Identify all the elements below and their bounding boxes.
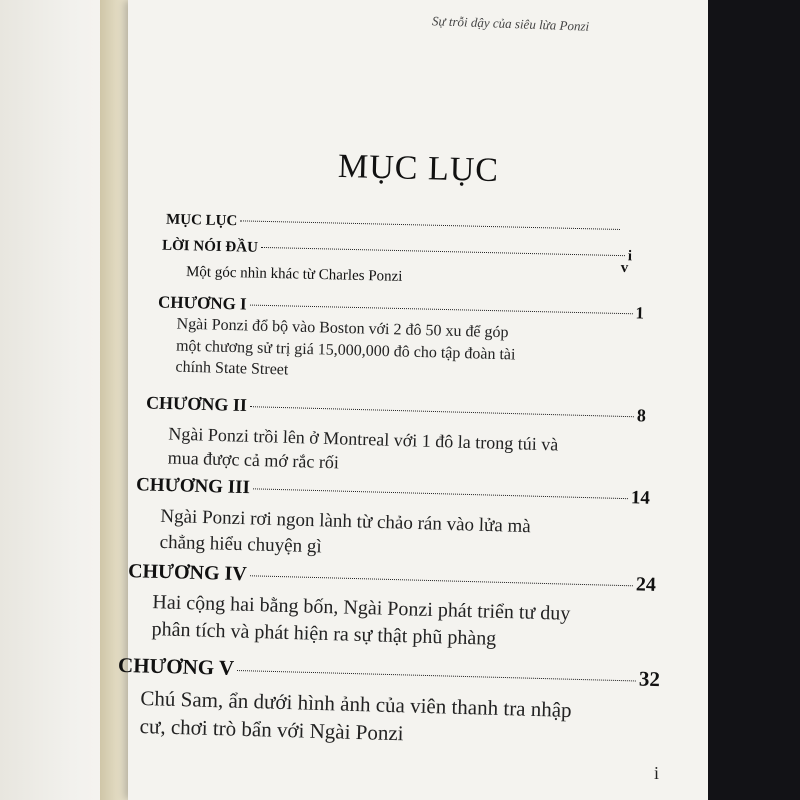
- desc-line: một chương sử trị giá 15,000,000 đô cho tập đoàn tài: [175, 337, 516, 364]
- toc-entry-page: 24: [635, 573, 657, 596]
- desc-line: Chú Sam, ẩn dưới hình ảnh của viên thanh tra nhập: [140, 685, 572, 723]
- desc-line: cư, chơi trò bẩn với Ngài Ponzi: [139, 714, 404, 746]
- page-stack-edge: [100, 0, 130, 800]
- desc-line: mua được cả mớ rắc rối: [167, 447, 340, 473]
- leader-dots: [250, 575, 633, 586]
- desc-line: phân tích và phát hiện ra sự thật phũ phàng: [151, 618, 497, 650]
- toc-entry-page: v: [620, 259, 629, 277]
- toc-entry-label: MỤC LỤC: [165, 211, 238, 230]
- toc-entry-desc: Một góc nhìn khác từ Charles Ponzi: [185, 263, 403, 285]
- leader-dots: [237, 670, 636, 681]
- toc-entry-label: CHƯƠNG IV: [127, 560, 248, 586]
- running-head: Sự trỗi dậy của siêu lừa Ponzi: [431, 13, 590, 34]
- page-title: MỤC LỤC: [337, 147, 500, 190]
- desc-line: Ngài Ponzi rơi ngon lành từ chảo rán vào lửa mà: [160, 505, 532, 538]
- toc-entry-desc: [175, 314, 516, 388]
- leader-dots: [253, 488, 628, 499]
- leader-dots: [250, 305, 633, 315]
- toc-entry-desc: [159, 504, 531, 566]
- toc-entry-label: LỜI NÓI ĐẦU: [161, 237, 259, 256]
- desc-line: chẳng hiểu chuyện gì: [159, 531, 322, 557]
- desc-line: Ngài Ponzi trồi lên ở Montreal với 1 đô la trong túi và: [168, 423, 559, 455]
- leader-dots: [250, 406, 634, 417]
- leader-dots: [240, 220, 620, 230]
- desc-line: Ngài Ponzi đổ bộ vào Boston với 2 đô 50 xu để góp: [176, 315, 509, 342]
- toc-entry-label: CHƯƠNG V: [117, 652, 235, 680]
- desc-line: Hai cộng hai bằng bốn, Ngài Ponzi phát triển tư duy: [152, 591, 571, 625]
- toc-entry-page: i: [627, 248, 633, 265]
- toc-entry-label: CHƯƠNG II: [145, 392, 248, 416]
- toc-entry-page: 8: [636, 405, 647, 426]
- leader-dots: [261, 247, 625, 256]
- toc-entry-label: CHƯƠNG I: [157, 292, 247, 314]
- desc-line: chính State Street: [175, 358, 289, 379]
- toc-entry-desc: [139, 684, 572, 753]
- dark-surface: [708, 0, 800, 800]
- page-number: i: [654, 763, 660, 783]
- toc-entry-label: CHƯƠNG III: [135, 474, 251, 499]
- toc-entry-page: 1: [635, 303, 645, 323]
- toc-entry-page: 14: [630, 487, 651, 509]
- toc-entry-page: 32: [638, 666, 661, 692]
